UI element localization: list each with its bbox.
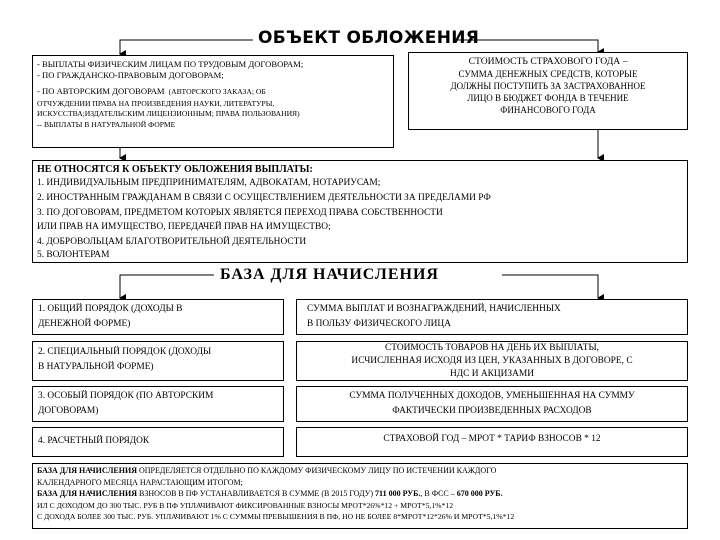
base-row-2-right-line-2: ИСЧИСЛЕННАЯ ИСХОДЯ ИЗ ЦЕН, УКАЗАННЫХ В ДОГОВОРЕ, С — [351, 356, 633, 366]
page-title: ОБЪЕКТ ОБЛОЖЕНИЯ — [258, 28, 480, 48]
notes-line-3 — [37, 488, 683, 500]
base-row-4-left-line-1: 4. РАСЧЕТНЫЙ ПОРЯДОК — [38, 436, 150, 446]
base-row-3-left-line-1: 3. ОСОБЫЙ ПОРЯДОК (ПО АВТОРСКИМ — [38, 391, 214, 401]
base-row-1-left-line-1: 1. ОБЩИЙ ПОРЯДОК (ДОХОДЫ В — [38, 304, 183, 314]
base-row-3-right — [296, 386, 688, 422]
base-row-3-left — [32, 386, 284, 422]
notes-line-3-value-2: 670 000 РУБ. — [456, 488, 503, 498]
right-line-3: ЛИЦО В БЮДЖЕТ ФОНДА В ТЕЧЕНИЕ — [467, 93, 629, 103]
right-heading: СТОИМОСТЬ СТРАХОВОГО ГОДА – — [468, 56, 628, 67]
base-row-1-right — [296, 299, 688, 335]
notes-line-3-bold: БАЗА ДЛЯ НАЧИСЛЕНИЯ — [37, 488, 137, 498]
left-line-3: - ПО АВТОРСКИМ ДОГОВОРАМ — [37, 85, 165, 96]
base-row-1-left-line-2: ДЕНЕЖНОЙ ФОРМЕ) — [38, 319, 131, 329]
left-line-4: (АВТОРСКОГО ЗАКАЗА; ОБ — [168, 86, 266, 96]
not-object-line-4: ИЛИ ПРАВ НА ИМУЩЕСТВО, ПЕРЕДАЧЕЙ ПРАВ НА ИМУЩЕСТВО; — [37, 222, 331, 233]
right-line-2: ДОЛЖНЫ ПОСТУПИТЬ ЗА ЗАСТРАХОВАННОЕ — [450, 81, 646, 91]
base-row-3-right-line-1: СУММА ПОЛУЧЕННЫХ ДОХОДОВ, УМЕНЬШЕННАЯ НА СУММУ — [349, 391, 635, 401]
base-row-4-right-line-1: СТРАХОВОЙ ГОД – МРОТ * ТАРИФ ВЗНОСОВ * 12 — [383, 434, 601, 444]
right-line-1: СУММА ДЕНЕЖНЫХ СРЕДСТВ, КОТОРЫЕ — [458, 69, 638, 79]
left-line-1: - ВЫПЛАТЫ ФИЗИЧЕСКИМ ЛИЦАМ ПО ТРУДОВЫМ ДОГОВОРАМ; — [37, 59, 304, 69]
notes-line-2: КАЛЕНДАРНОГО МЕСЯЦА НАРАСТАЮЩИМ ИТОГОМ; — [37, 477, 243, 487]
base-row-2-left-line-1: 2. СПЕЦИАЛЬНЫЙ ПОРЯДОК (ДОХОДЫ — [38, 347, 212, 357]
not-object-box — [32, 160, 688, 263]
base-row-1-right-line-1: СУММА ВЫПЛАТ И ВОЗНАГРАЖДЕНИЙ, НАЧИСЛЕННЫХ — [307, 304, 561, 314]
arrow-to-base-left — [120, 275, 214, 298]
notes-line-3-value-1: 711 000 РУБ. — [375, 488, 421, 498]
left-line-7: -- ВЫПЛАТЫ В НАТУРАЛЬНОЙ ФОРМЕ — [37, 120, 176, 130]
base-row-1-left — [32, 299, 284, 335]
arrow-to-base-right — [502, 275, 598, 298]
base-row-2-right-line-1: СТОИМОСТЬ ТОВАРОВ НА ДЕНЬ ИХ ВЫПЛАТЫ, — [385, 343, 599, 353]
notes-box — [32, 463, 688, 529]
object-right-box — [408, 52, 688, 130]
base-row-3-left-line-2: ДОГОВОРАМ) — [38, 406, 99, 416]
notes-line-3-mid: , В ФСС – — [420, 488, 457, 498]
not-object-line-3: 3. ПО ДОГОВОРАМ, ПРЕДМЕТОМ КОТОРЫХ ЯВЛЯЕТСЯ ПЕРЕХОД ПРАВА СОБСТВЕННОСТИ — [37, 207, 443, 218]
base-row-2-right — [296, 341, 688, 381]
base-row-1-right-line-2: В ПОЛЬЗУ ФИЗИЧЕСКОГО ЛИЦА — [307, 319, 451, 329]
base-row-4-right — [296, 427, 688, 457]
notes-line-4: ИЛ С ДОХОДОМ ДО 300 ТЫС. РУБ В ПФ УПЛАЧИВАЮТ ФИКСИРОВАННЫЕ ВЗНОСЫ МРОТ*26%*12 + МРОТ*5,1%*12 — [37, 500, 454, 510]
left-line-2: - ПО ГРАЖДАНСКО-ПРАВОВЫМ ДОГОВОРАМ; — [37, 69, 224, 80]
notes-line-5: С ДОХОДА БОЛЕЕ 300 ТЫС. РУБ. УПЛАЧИВАЮТ 1% С СУММЫ ПРЕВЫШЕНИЯ В ПФ, НО НЕ БОЛЕЕ 8*МРОТ*12*26% И МРОТ*5,1%*12 — [37, 511, 515, 521]
not-object-line-6: 5. ВОЛОНТЕРАМ — [37, 249, 110, 260]
notes-line-1-rest: ОПРЕДЕЛЯЕТСЯ ОТДЕЛЬНО ПО КАЖДОМУ ФИЗИЧЕСКОМУ ЛИЦУ ПО ИСТЕЧЕНИИ КАЖДОГО — [136, 466, 497, 475]
base-row-2-left — [32, 341, 284, 381]
notes-line-1-bold: БАЗА ДЛЯ НАЧИСЛЕНИЯ — [37, 466, 137, 475]
base-row-4-left — [32, 427, 284, 457]
arrow-to-left-box — [120, 40, 253, 54]
base-row-3-right-line-2: ФАКТИЧЕСКИ ПРОИЗВЕДЕННЫХ РАСХОДОВ — [392, 406, 592, 416]
not-object-line-5: 4. ДОБРОВОЛЬЦАМ БЛАГОТВОРИТЕЛЬНОЙ ДЕЯТЕЛЬНОСТИ — [37, 237, 307, 248]
left-line-6: ИСКУССТВА;ИЗДАТЕЛЬСКИМ ЛИЦЕНЗИОННЫМ; ПРАВА ПОЛЬЗОВАНИЯ) — [37, 109, 300, 119]
not-object-line-2: 2. ИНОСТРАННЫМ ГРАЖДАНАМ В СВЯЗИ С ОСУЩЕСТВЛЕНИЕМ ДЕЯТЕЛЬНОСТИ ЗА ПРЕДЕЛАМИ РФ — [37, 192, 491, 203]
object-left-box — [32, 55, 394, 148]
notes-line-1 — [37, 465, 683, 477]
base-row-2-left-line-2: В НАТУРАЛЬНОЙ ФОРМЕ) — [38, 362, 154, 372]
left-line-5: ОТЧУЖДЕНИИ ПРАВА НА ПРОИЗВЕДЕНИЯ НАУКИ, ЛИТЕРАТУРЫ, — [37, 98, 275, 108]
not-object-heading: НЕ ОТНОСЯТСЯ К ОБЪЕКТУ ОБЛОЖЕНИЯ ВЫПЛАТЫ: — [37, 164, 313, 175]
base-title: БАЗА ДЛЯ НАЧИСЛЕНИЯ — [220, 266, 439, 283]
not-object-line-1: 1. ИНДИВИДУАЛЬНЫМ ПРЕДПРИНИМАТЕЛЯМ, АДВОКАТАМ, НОТАРИУСАМ; — [37, 178, 381, 188]
base-row-2-right-line-3: НДС И АКЦИЗАМИ — [449, 369, 534, 379]
notes-line-3-rest: ВЗНОСОВ В ПФ УСТАНАВЛИВАЕТСЯ В СУММЕ (В 2015 ГОДУ) — [136, 488, 376, 498]
right-line-4: ФИНАНСОВОГО ГОДА — [500, 105, 596, 115]
